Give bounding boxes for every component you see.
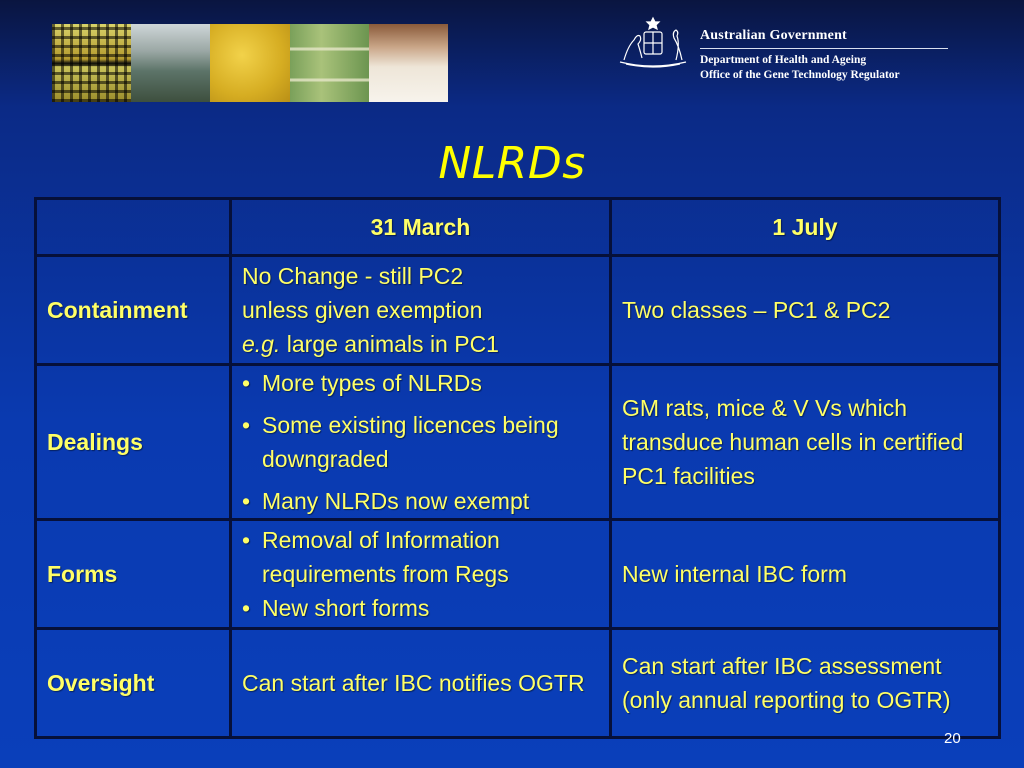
header-cell-empty	[36, 199, 231, 256]
bullet-item: • Many NLRDs now exempt	[242, 484, 599, 518]
bullet-text: Removal of Information requirements from Regs	[262, 527, 509, 587]
department-name: Department of Health and Ageing	[700, 54, 867, 66]
banner-photo-canola	[210, 24, 289, 102]
slide-title: NLRDs	[438, 138, 586, 189]
bullet-text: Some existing licences being downgraded	[262, 412, 559, 472]
cell-oversight-march: Can start after IBC notifies OGTR	[231, 629, 611, 738]
row-label-dealings: Dealings	[36, 365, 231, 520]
cell-oversight-july: Can start after IBC assessment (only annual reporting to OGTR)	[611, 629, 1000, 738]
cell-forms-march	[231, 520, 611, 629]
containment-march-line-1: No Change - still PC2	[242, 263, 464, 289]
containment-march-line-3	[242, 327, 599, 361]
banner-photo-cotton	[369, 24, 448, 102]
containment-march-italic: e.g.	[242, 331, 281, 357]
row-label-oversight: Oversight	[36, 629, 231, 738]
bullet-item: • Removal of Information requirements from Regs	[242, 523, 599, 591]
row-label-forms: Forms	[36, 520, 231, 629]
coat-of-arms-icon	[612, 14, 694, 70]
cell-containment-march	[231, 256, 611, 365]
row-label-containment: Containment	[36, 256, 231, 365]
bullet-item: • Some existing licences being downgraded	[242, 408, 599, 476]
bullet-item: • More types of NLRDs	[242, 366, 599, 400]
bullet-text: Many NLRDs now exempt	[262, 488, 530, 514]
page-number: 20	[944, 730, 961, 747]
header-cell-31-march: 31 March	[231, 199, 611, 256]
banner-photo-microarray	[52, 24, 131, 102]
containment-march-line-2: unless given exemption	[242, 297, 483, 323]
table-row-oversight	[36, 629, 1000, 738]
gov-title: Australian Government	[700, 28, 847, 43]
cell-forms-july: New internal IBC form	[611, 520, 1000, 629]
government-header	[700, 28, 950, 83]
cell-containment-july: Two classes – PC1 & PC2	[611, 256, 1000, 365]
table-row-containment	[36, 256, 1000, 365]
cell-dealings-july: GM rats, mice & V Vs which transduce human cells in certified PC1 facilities	[611, 365, 1000, 520]
header-cell-1-july: 1 July	[611, 199, 1000, 256]
table-row-forms	[36, 520, 1000, 629]
photo-banner	[52, 24, 448, 102]
cell-dealings-march	[231, 365, 611, 520]
banner-photo-field-plots	[290, 24, 369, 102]
comparison-table	[34, 197, 1001, 739]
table-header-row	[36, 199, 1000, 256]
banner-photo-greenhouse	[131, 24, 210, 102]
bullet-item: • New short forms	[242, 591, 599, 625]
table-row-dealings	[36, 365, 1000, 520]
bullet-text: More types of NLRDs	[262, 370, 482, 396]
header-divider	[700, 48, 948, 49]
office-name: Office of the Gene Technology Regulator	[700, 69, 900, 81]
bullet-text: New short forms	[262, 595, 430, 621]
containment-march-rest: large animals in PC1	[280, 331, 499, 357]
